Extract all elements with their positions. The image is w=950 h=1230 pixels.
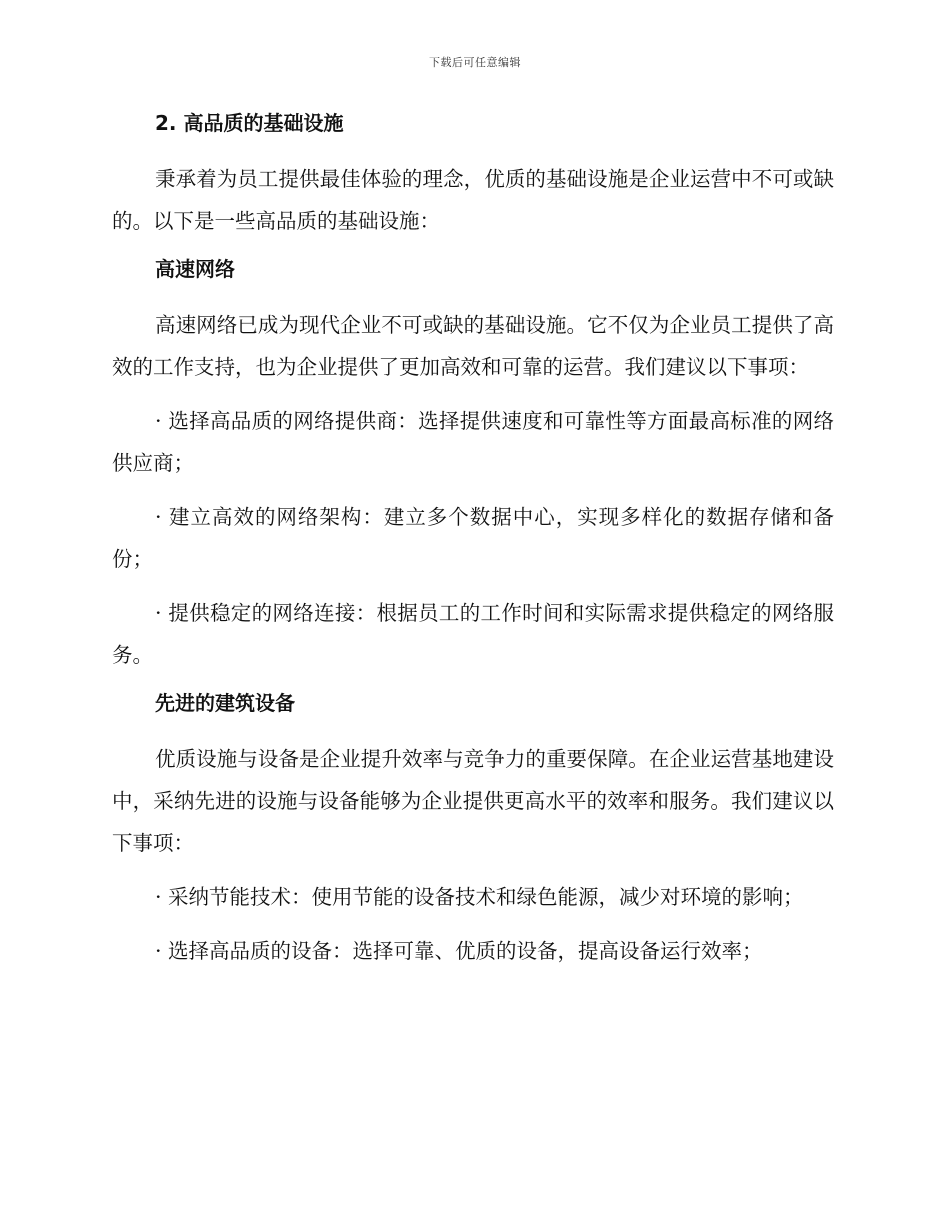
equipment-intro-paragraph: 优质设施与设备是企业提升效率与竞争力的重要保障。在企业运营基地建设中，采纳先进的设施与设备能够为企业提供更高水平的效率和服务。我们建议以下事项： [112,747,834,855]
document-body [112,108,834,984]
section-heading: 2. 高品质的基础设施 [155,111,344,135]
equipment-heading: 先进的建筑设备 [155,691,295,715]
page-header: 下载后可任意编辑 [429,56,521,69]
section-intro-paragraph: 秉承着为员工提供最佳体验的理念，优质的基础设施是企业运营中不可或缺的。以下是一些高品质的基础设施： [112,167,834,233]
network-list-item: · 提供稳定的网络连接：根据员工的工作时间和实际需求提供稳定的网络服务。 [112,601,834,667]
network-list-item: · 建立高效的网络架构：建立多个数据中心，实现多样化的数据存储和备份； [112,505,834,571]
equipment-list-item: · 选择高品质的设备：选择可靠、优质的设备，提高设备运行效率； [155,939,763,963]
network-heading: 高速网络 [155,257,235,281]
equipment-list-item: · 采纳节能技术：使用节能的设备技术和绿色能源，减少对环境的影响； [155,885,804,909]
network-intro-paragraph: 高速网络已成为现代企业不可或缺的基础设施。它不仅为企业员工提供了高效的工作支持，也为企业提供了更加高效和可靠的运营。我们建议以下事项： [112,313,834,379]
network-list-item: · 选择高品质的网络提供商：选择提供速度和可靠性等方面最高标准的网络供应商； [112,409,834,475]
